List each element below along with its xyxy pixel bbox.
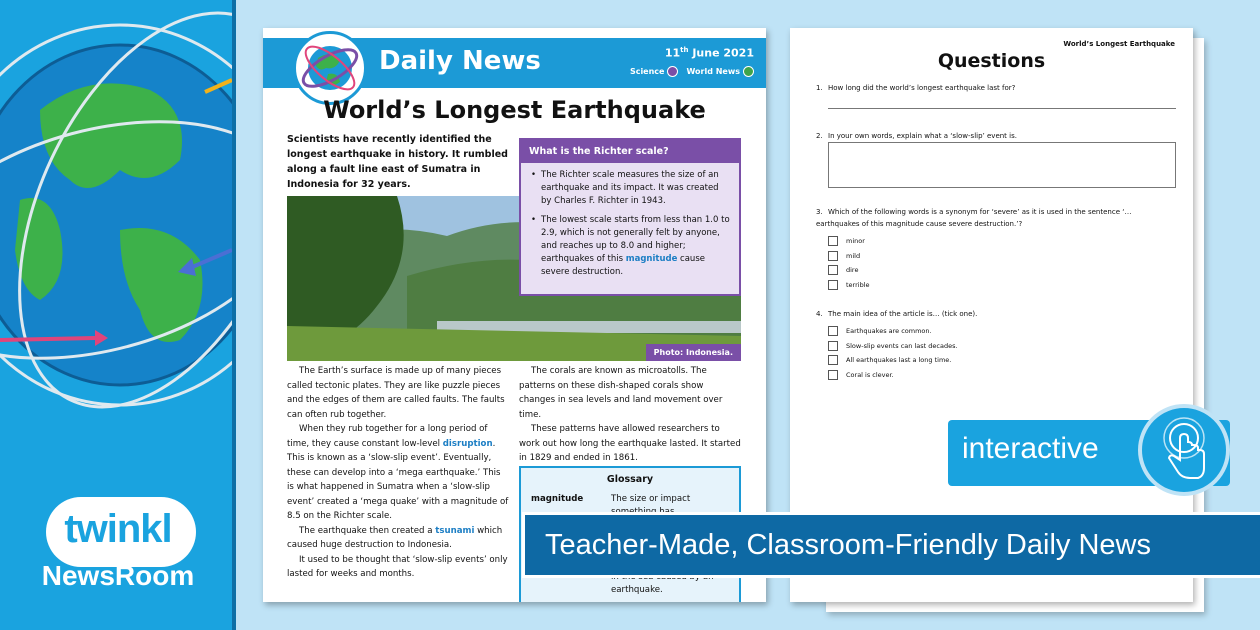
option-label: Earthquakes are common. [846, 327, 932, 336]
paragraph [287, 524, 509, 553]
option-checkbox[interactable] [828, 353, 958, 368]
brand-line2: NewsRoom [41, 560, 195, 591]
tag-science [630, 66, 679, 77]
option-checkbox[interactable] [828, 234, 870, 249]
globe-logo-graphic [296, 34, 364, 102]
option-label: mild [846, 251, 861, 260]
brand-line1: twinkl [64, 507, 172, 551]
question-3: 3. Which of the following words is a synonym for ‘severe’ as it is used in the sentence ‘…earthquakes of this magnitude cause severe destruction.’? [816, 208, 1132, 228]
paragraph-text: which caused huge destruction to Indonesia. [287, 525, 503, 550]
paragraph-text: . This is known as a ‘slow-slip event’. Eventually, these can develop into a ‘mega earthquake.’ This is what happened in Sumatra when a ‘slow-slip event’ created a ‘mega quake’ with a magnitude of 8.5 on the Richter scale. [287, 438, 509, 521]
sidebar-divider [232, 0, 236, 630]
option-label: terrible [846, 280, 870, 289]
article-intro: Scientists have recently identified the longest earthquake in history. It rumbled along a fault line east of Sumatra in Indonesia for 32 years. [287, 134, 508, 190]
science-icon [667, 66, 678, 77]
option-label: dire [846, 266, 859, 275]
hand-pointer-graphic [1142, 408, 1226, 492]
date-day: 11 [664, 46, 681, 60]
question-text: Which of the following words is a synonym for ‘severe’ as it is used in the sentence ‘…earthquakes of this magnitude cause severe destruction.’? [816, 208, 1132, 228]
option-checkbox[interactable] [828, 368, 958, 383]
questions-title: Questions [937, 50, 1046, 72]
paragraph: It used to be thought that ‘slow-slip events’ only lasted for weeks and months. [287, 554, 508, 579]
question-3-options [828, 234, 870, 292]
checkbox[interactable] [828, 265, 838, 275]
richter-heading: What is the Richter scale? [521, 140, 739, 163]
glossary-heading: Glossary [606, 474, 654, 485]
checkbox[interactable] [828, 280, 838, 290]
paragraph-text: When they rub together for a long period of time, they cause constant low-level [287, 424, 488, 449]
question-text: How long did the world’s longest earthquake last for? [828, 84, 1016, 92]
richter-list [521, 163, 739, 279]
promo-banner [522, 512, 1260, 578]
globe-icon [743, 66, 754, 77]
option-label: Slow-slip events can last decades. [846, 341, 958, 350]
paragraph: These patterns have allowed researchers to work out how long the earthquake lasted. It started in 1829 and ended in 1861. [519, 424, 741, 463]
option-checkbox[interactable] [828, 339, 958, 354]
answer-box-2[interactable] [828, 142, 1176, 188]
keyword-disruption: disruption [442, 438, 493, 449]
issue-date [665, 46, 754, 60]
date-rest: June 2021 [688, 46, 754, 60]
topic-tags [630, 66, 754, 77]
option-label: All earthquakes last a long time. [846, 356, 952, 365]
paragraph: The corals are known as microatolls. The patterns on these dish-shaped corals show changes in sea levels and land movement over time. [519, 366, 723, 420]
paragraph [287, 422, 509, 524]
checkbox[interactable] [828, 251, 838, 261]
article-headline: World’s Longest Earthquake [323, 96, 706, 124]
photo-credit: Photo: Indonesia. [646, 344, 741, 361]
tag-science-label: Science [629, 67, 665, 76]
masthead-title: Daily News [379, 46, 541, 76]
question-2: 2. In your own words, explain what a ‘slow-slip’ event is. [816, 132, 1017, 140]
keyword-magnitude: magnitude [625, 254, 678, 264]
twinkl-newsroom-logo [18, 505, 218, 593]
tap-hand-icon [1138, 404, 1230, 496]
checkbox[interactable] [828, 236, 838, 246]
checkbox[interactable] [828, 341, 838, 351]
checkbox[interactable] [828, 326, 838, 336]
checkbox[interactable] [828, 355, 838, 365]
option-checkbox[interactable] [828, 278, 870, 293]
option-label: minor [846, 237, 865, 246]
question-4: 4. The main idea of the article is… (tick one). [816, 310, 978, 318]
tag-world-news-label: World News [686, 67, 740, 76]
question-text: The main idea of the article is… (tick one). [828, 310, 978, 318]
question-text: In your own words, explain what a ‘slow-slip’ event is. [828, 132, 1017, 140]
paragraph-text: The earthquake then created a [299, 525, 436, 536]
option-label: Coral is clever. [846, 370, 894, 379]
option-checkbox[interactable] [828, 263, 870, 278]
date-suffix: th [680, 46, 689, 54]
option-checkbox[interactable] [828, 249, 870, 264]
interactive-label: interactive [962, 432, 1099, 465]
banner-text: Teacher-Made, Classroom-Friendly Daily News [545, 529, 1151, 561]
article-column-2 [519, 364, 741, 466]
richter-bullet [531, 214, 731, 279]
question-4-options [828, 324, 958, 382]
tag-world-news [686, 66, 754, 77]
questions-header: World’s Longest Earthquake [1063, 40, 1175, 48]
keyword-tsunami: tsunami [435, 525, 475, 536]
checkbox[interactable] [828, 370, 838, 380]
richter-text: cause severe destruction. [541, 254, 705, 277]
richter-scale-box [519, 138, 741, 296]
article-column-1 [287, 364, 509, 582]
option-checkbox[interactable] [828, 324, 958, 339]
glossary-definition: earthquake. [611, 585, 663, 595]
answer-line-1[interactable] [828, 108, 1176, 109]
question-1: 1. How long did the world’s longest earthquake last for? [816, 84, 1016, 92]
richter-text: The lowest scale starts from less than 1.0 to 2.9, which is not generally felt by anyone, and reaches up to 8.0 and higher; earthquakes of this [541, 215, 730, 264]
glossary-term: magnitude [531, 494, 584, 504]
richter-bullet: • The Richter scale measures the size of an earthquake and its impact. It was created by Charles F. Richter in 1943. [531, 169, 731, 208]
paragraph: The Earth’s surface is made up of many pieces called tectonic plates. They are like puzzle pieces and the edges of them are called faults. The faults can often rub together. [287, 366, 505, 420]
newsroom-globe-icon [293, 31, 367, 105]
glossary-definition: The size or impact [611, 494, 691, 504]
left-sidebar [0, 0, 232, 630]
